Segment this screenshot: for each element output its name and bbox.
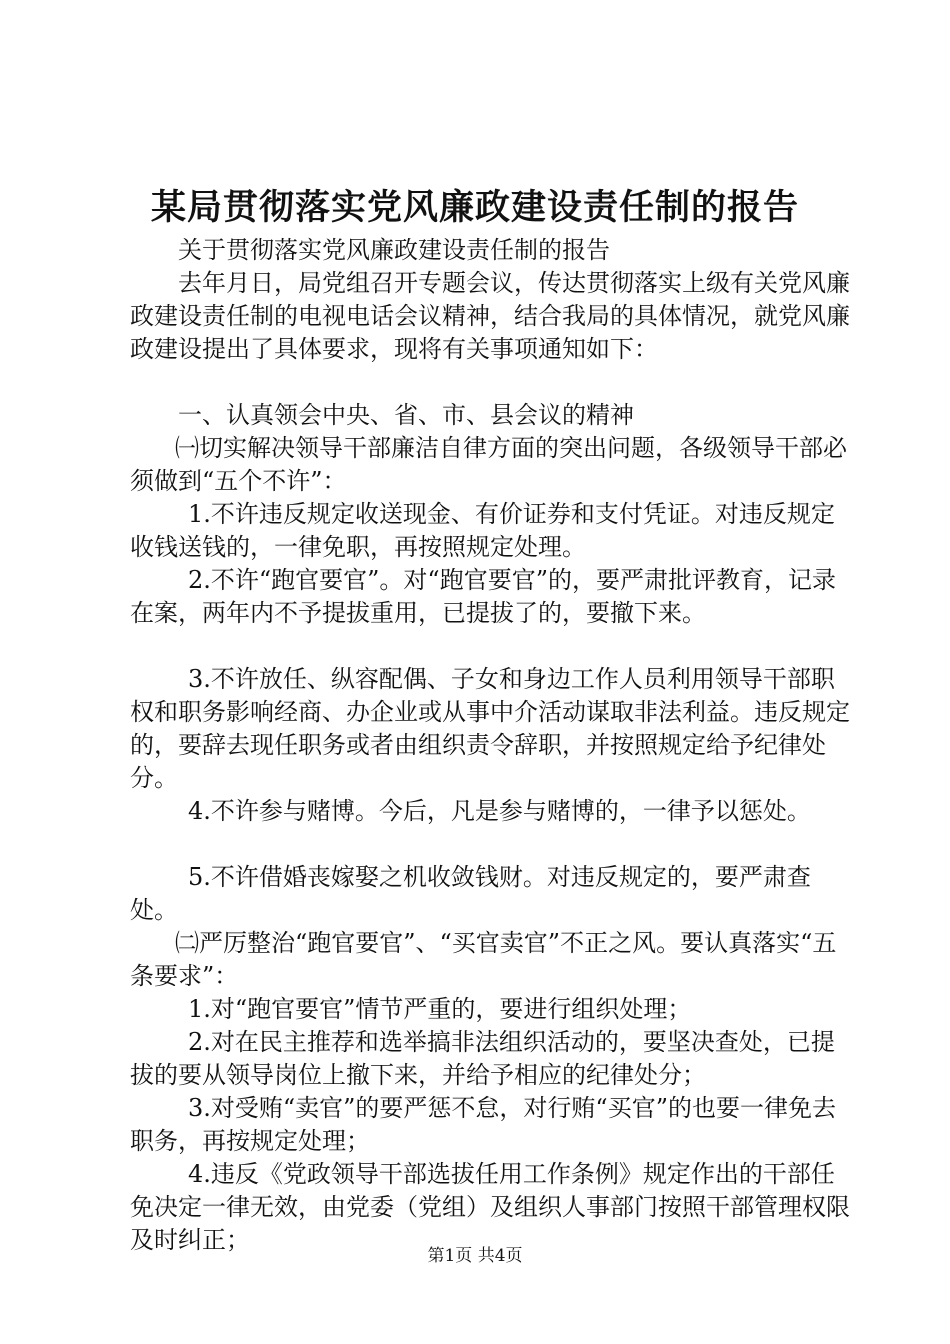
list-item: 4.不许参与赌博。今后，凡是参与赌博的，一律予以惩处。 [188,797,811,825]
subsection-heading: ㈡严厉整治“跑官要官”、“买官卖官”不正之风。要认真落实“五条要求”： [130,929,837,990]
list-item: 1.对“跑官要官”情节严重的，要进行组织处理； [188,995,692,1023]
list-item: 1.不许违反规定收送现金、有价证券和支付凭证。对违反规定收钱送钱的，一律免职，再按照规定处理。 [130,500,835,561]
section-heading: 一、认真领会中央、省、市、县会议的精神 [178,401,634,429]
list-item: 5.不许借婚丧嫁娶之机收敛钱财。对违反规定的，要严肃查处。 [130,863,811,924]
paragraph-gap [130,630,850,663]
list-item: 2.不许“跑官要官”。对“跑官要官”的，要严肃批评教育，记录在案，两年内不予提拔重用，已提拔了的，要撤下来。 [130,566,836,627]
paragraph-intro: 去年月日，局党组召开专题会议，传达贯彻落实上级有关党风廉政建设责任制的电视电话会议精神，结合我局的具体情况，就党风廉政建设提出了具体要求，现将有关事项通知如下： [130,269,850,363]
list-item: 3.对受贿“卖官”的要严惩不怠，对行贿“买官”的也要一律免去职务，再按规定处理； [130,1094,836,1155]
document-body [130,234,850,1257]
paragraph-subtitle: 关于贯彻落实党风廉政建设责任制的报告 [178,236,610,264]
paragraph-gap [130,366,850,399]
document-title: 某局贯彻落实党风廉政建设责任制的报告 [150,187,799,228]
list-item: 3.不许放任、纵容配偶、子女和身边工作人员利用领导干部职权和职务影响经商、办企业或从事中介活动谋取非法利益。违反规定的，要辞去现任职务或者由组织责令辞职，并按照规定给予纪律处分。 [130,665,850,792]
paragraph-gap [130,828,850,861]
page-number: 第1页 共4页 [427,1246,523,1266]
subsection-heading: ㈠切实解决领导干部廉洁自律方面的突出问题，各级领导干部必须做到“五个不许”： [130,434,847,495]
list-item: 2.对在民主推荐和选举搞非法组织活动的，要坚决查处，已提拔的要从领导岗位上撤下来，并给予相应的纪律处分； [130,1028,835,1089]
list-item: 4.违反《党政领导干部选拔任用工作条例》规定作出的干部任免决定一律无效，由党委（党组）及组织人事部门按照干部管理权限及时纠正； [130,1160,850,1254]
